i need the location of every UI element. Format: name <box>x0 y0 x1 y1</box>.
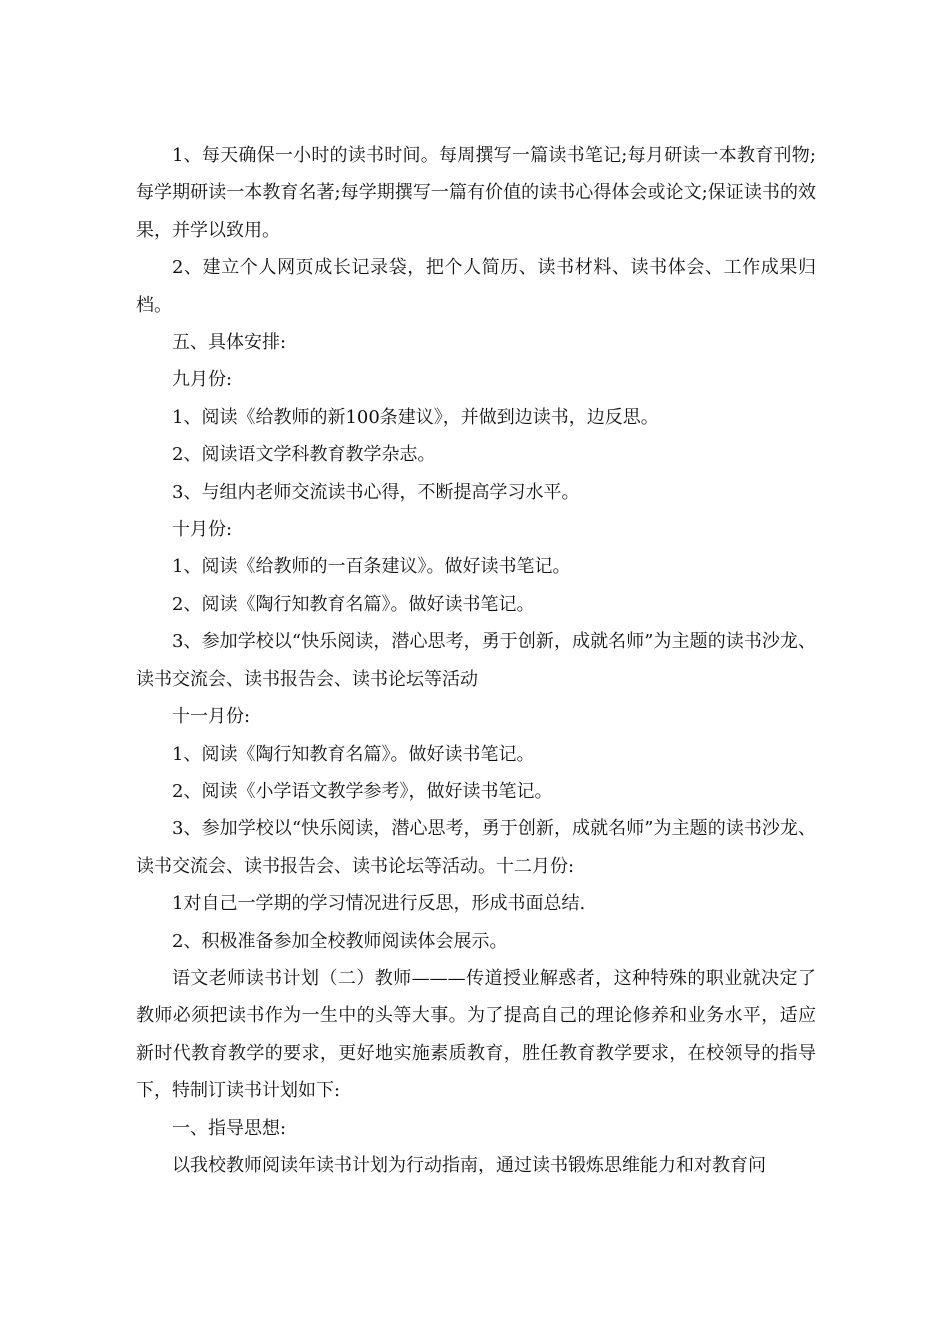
list-item: 2、阅读《小学语文教学参考》，做好读书笔记。 <box>172 780 553 802</box>
paragraph-growth-portfolio: 2、建立个人网页成长记录袋，把个人简历、读书材料、读书体会、工作成果归档。 <box>136 257 816 316</box>
list-item: 2、积极准备参加全校教师阅读体会展示。 <box>172 930 508 952</box>
list-item: 1、阅读《给教师的一百条建议》。做好读书笔记。 <box>172 556 571 578</box>
paragraph-reading-goals: 1、每天确保一小时的读书时间。每周撰写一篇读书笔记;每月研读一本教育刊物;每学期研读一本教育名著;每学期撰写一篇有价值的读书心得体会或论文;保证读书的效果，并学以致用。 <box>136 145 816 241</box>
section-heading-guiding-ideology: 一、指导思想: <box>172 1117 287 1139</box>
list-item: 2、阅读语文学科教育教学杂志。 <box>172 444 436 466</box>
list-item: 3、与组内老师交流读书心得，不断提高学习水平。 <box>172 481 580 503</box>
list-item: 3、参加学校以“快乐阅读，潜心思考，勇于创新，成就名师”为主题的读书沙龙、读书交流会、读书报告会、读书论坛等活动 <box>136 631 816 690</box>
month-heading-september: 九月份: <box>172 369 233 391</box>
list-item: 1对自己一学期的学习情况进行反思，形成书面总结. <box>172 893 586 915</box>
section-heading-schedule: 五、具体安排: <box>172 332 287 354</box>
list-item: 1、阅读《给教师的新100条建议》，并做到边读书，边反思。 <box>172 406 659 428</box>
month-heading-november: 十一月份: <box>172 706 251 728</box>
list-item: 2、阅读《陶行知教育名篇》。做好读书笔记。 <box>172 593 535 615</box>
paragraph-guiding-ideology: 以我校教师阅读年读书计划为行动指南，通过读书锻炼思维能力和对教育问 <box>172 1154 766 1176</box>
month-heading-october: 十月份: <box>172 519 233 541</box>
paragraph-plan-two-intro: 语文老师读书计划（二）教师———传道授业解惑者，这种特殊的职业就决定了教师必须把读书作为一生中的头等大事。为了提高自己的理论修养和业务水平，适应新时代教育教学的要求，更好地实施素质教育，胜任教育教学要求，在校领导的指导下，特制订读书计划如下: <box>136 967 816 1102</box>
list-item: 1、阅读《陶行知教育名篇》。做好读书笔记。 <box>172 743 535 765</box>
document-body <box>136 137 816 1184</box>
list-item: 3、参加学校以“快乐阅读，潜心思考，勇于创新，成就名师”为主题的读书沙龙、读书交流会、读书报告会、读书论坛等活动。十二月份: <box>136 818 816 877</box>
